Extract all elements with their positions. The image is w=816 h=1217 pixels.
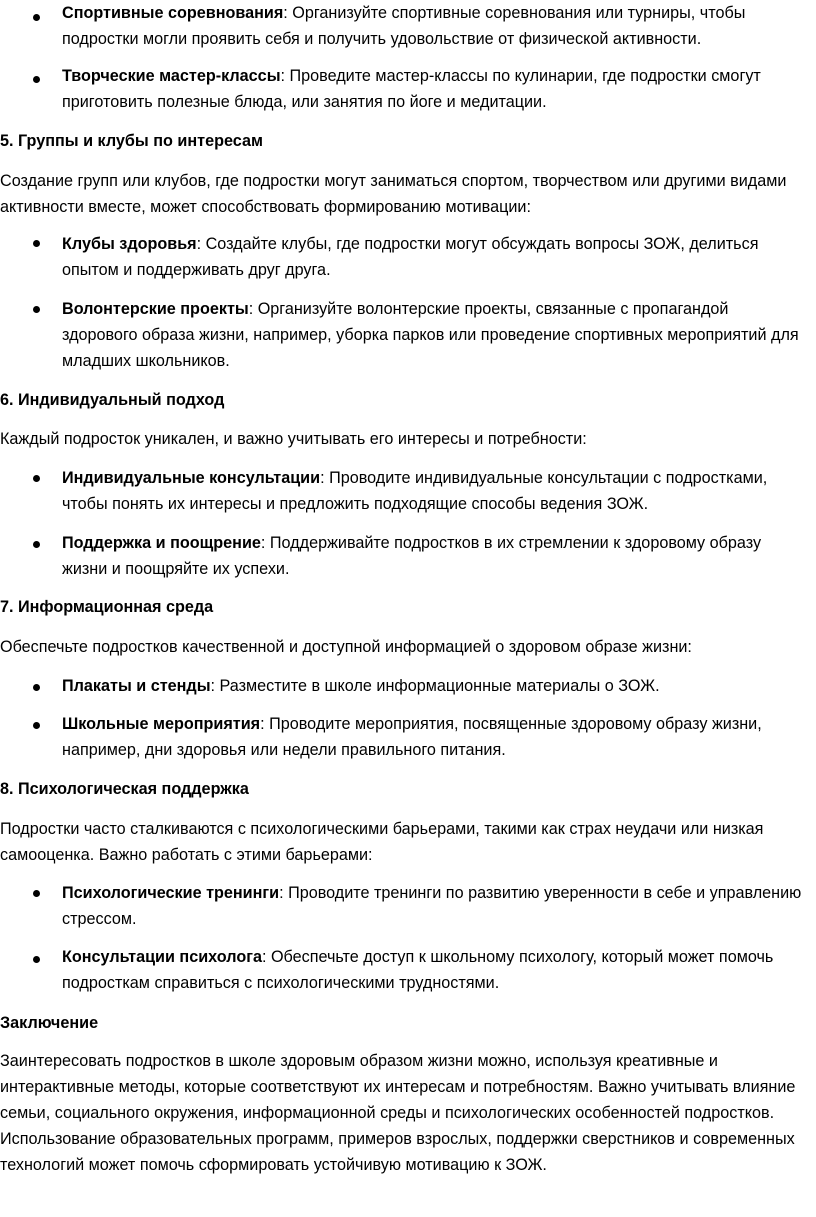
list-item-term: Психологические тренинги [62,884,280,902]
bullet-marker [33,722,40,729]
section-intro: Создание групп или клубов, где подростки могут заниматься спортом, творчеством или другими видами активности вместе, может способствовать формированию мотивации: [0,172,787,216]
bullet-marker [33,14,40,21]
list-item [62,673,807,699]
bullet-marker [33,541,40,548]
list-item [62,880,807,932]
list-item-term: Клубы здоровья [62,235,197,253]
list-item-term: Плакаты и стенды [62,677,211,695]
list-item-text: : Обеспечьте доступ к школьному психологу, который может помочь подросткам справиться с психологическими трудностями. [62,948,774,992]
section-heading: 8. Психологическая поддержка [0,780,249,798]
list-item-text: : Проведите мастер-классы по кулинарии, где подростки смогут приготовить полезные блюда, или занятия по йоге и медитации. [62,67,761,111]
list-item [62,0,807,52]
list-item-term: Поддержка и поощрение [62,534,261,552]
list-item-text: : Разместите в школе информационные материалы о ЗОЖ. [210,677,660,695]
bullet-marker [33,890,40,897]
list-item-term: Волонтерские проекты [62,300,249,318]
bullet-marker [33,240,40,247]
bullet-marker [33,684,40,691]
section-heading: 7. Информационная среда [0,598,214,616]
list-item [62,711,807,763]
list-item-text: : Проводите индивидуальные консультации с подростками, чтобы понять их интересы и предложить подходящие способы ведения ЗОЖ. [62,469,768,513]
bullet-marker [33,475,40,482]
section-intro: Обеспечьте подростков качественной и доступной информацией о здоровом образе жизни: [0,638,692,656]
section-heading: 6. Индивидуальный подход [0,391,225,409]
list-item-term: Творческие мастер-классы [62,67,281,85]
list-item [62,63,807,115]
section-heading: 5. Группы и клубы по интересам [0,132,263,150]
list-item-text: : Проводите мероприятия, посвященные здоровому образу жизни, например, дни здоровья или недели правильного питания. [62,715,762,759]
bullet-marker [33,956,40,963]
list-item-term: Школьные мероприятия [62,715,261,733]
list-item [62,530,807,582]
list-item-text: : Организуйте волонтерские проекты, связанные с пропагандой здорового образа жизни, например, уборка парков или проведение спортивных мероприятий для младших школьников. [62,300,799,370]
list-item-term: Спортивные соревнования [62,4,284,22]
list-item-text: : Проводите тренинги по развитию уверенности в себе и управлению стрессом. [62,884,802,928]
list-item [62,944,807,996]
section-intro: Каждый подросток уникален, и важно учитывать его интересы и потребности: [0,430,587,448]
section-intro: Подростки часто сталкиваются с психологическими барьерами, такими как страх неудачи или низкая самооценка. Важно работать с этими барьерами: [0,820,764,864]
list-item [62,296,807,374]
list-item-term: Консультации психолога [62,948,262,966]
conclusion-text: Заинтересовать подростков в школе здоровым образом жизни можно, используя креативные и интерактивные методы, которые соответствуют их интересам и потребностям. Важно учитывать влияние семьи, социального окружения, информационной среды и психологических особенностей подростков. Использование образовательных программ, примеров взрослых, поддержки сверстников и современных технологий может помочь сформировать устойчивую мотивацию к ЗОЖ. [0,1052,796,1174]
bullet-marker [33,76,40,83]
list-item-text: : Поддерживайте подростков в их стремлении к здоровому образу жизни и поощряйте их успехи. [62,534,762,578]
conclusion-heading: Заключение [0,1014,99,1032]
bullet-marker [33,306,40,313]
list-item-text: : Создайте клубы, где подростки могут обсуждать вопросы ЗОЖ, делиться опытом и поддерживать друг друга. [62,235,759,279]
list-item [62,231,807,283]
list-item [62,465,807,517]
list-item-text: : Организуйте спортивные соревнования или турниры, чтобы подростки могли проявить себя и получить удовольствие от физической активности. [62,4,746,48]
list-item-term: Индивидуальные консультации [62,469,321,487]
